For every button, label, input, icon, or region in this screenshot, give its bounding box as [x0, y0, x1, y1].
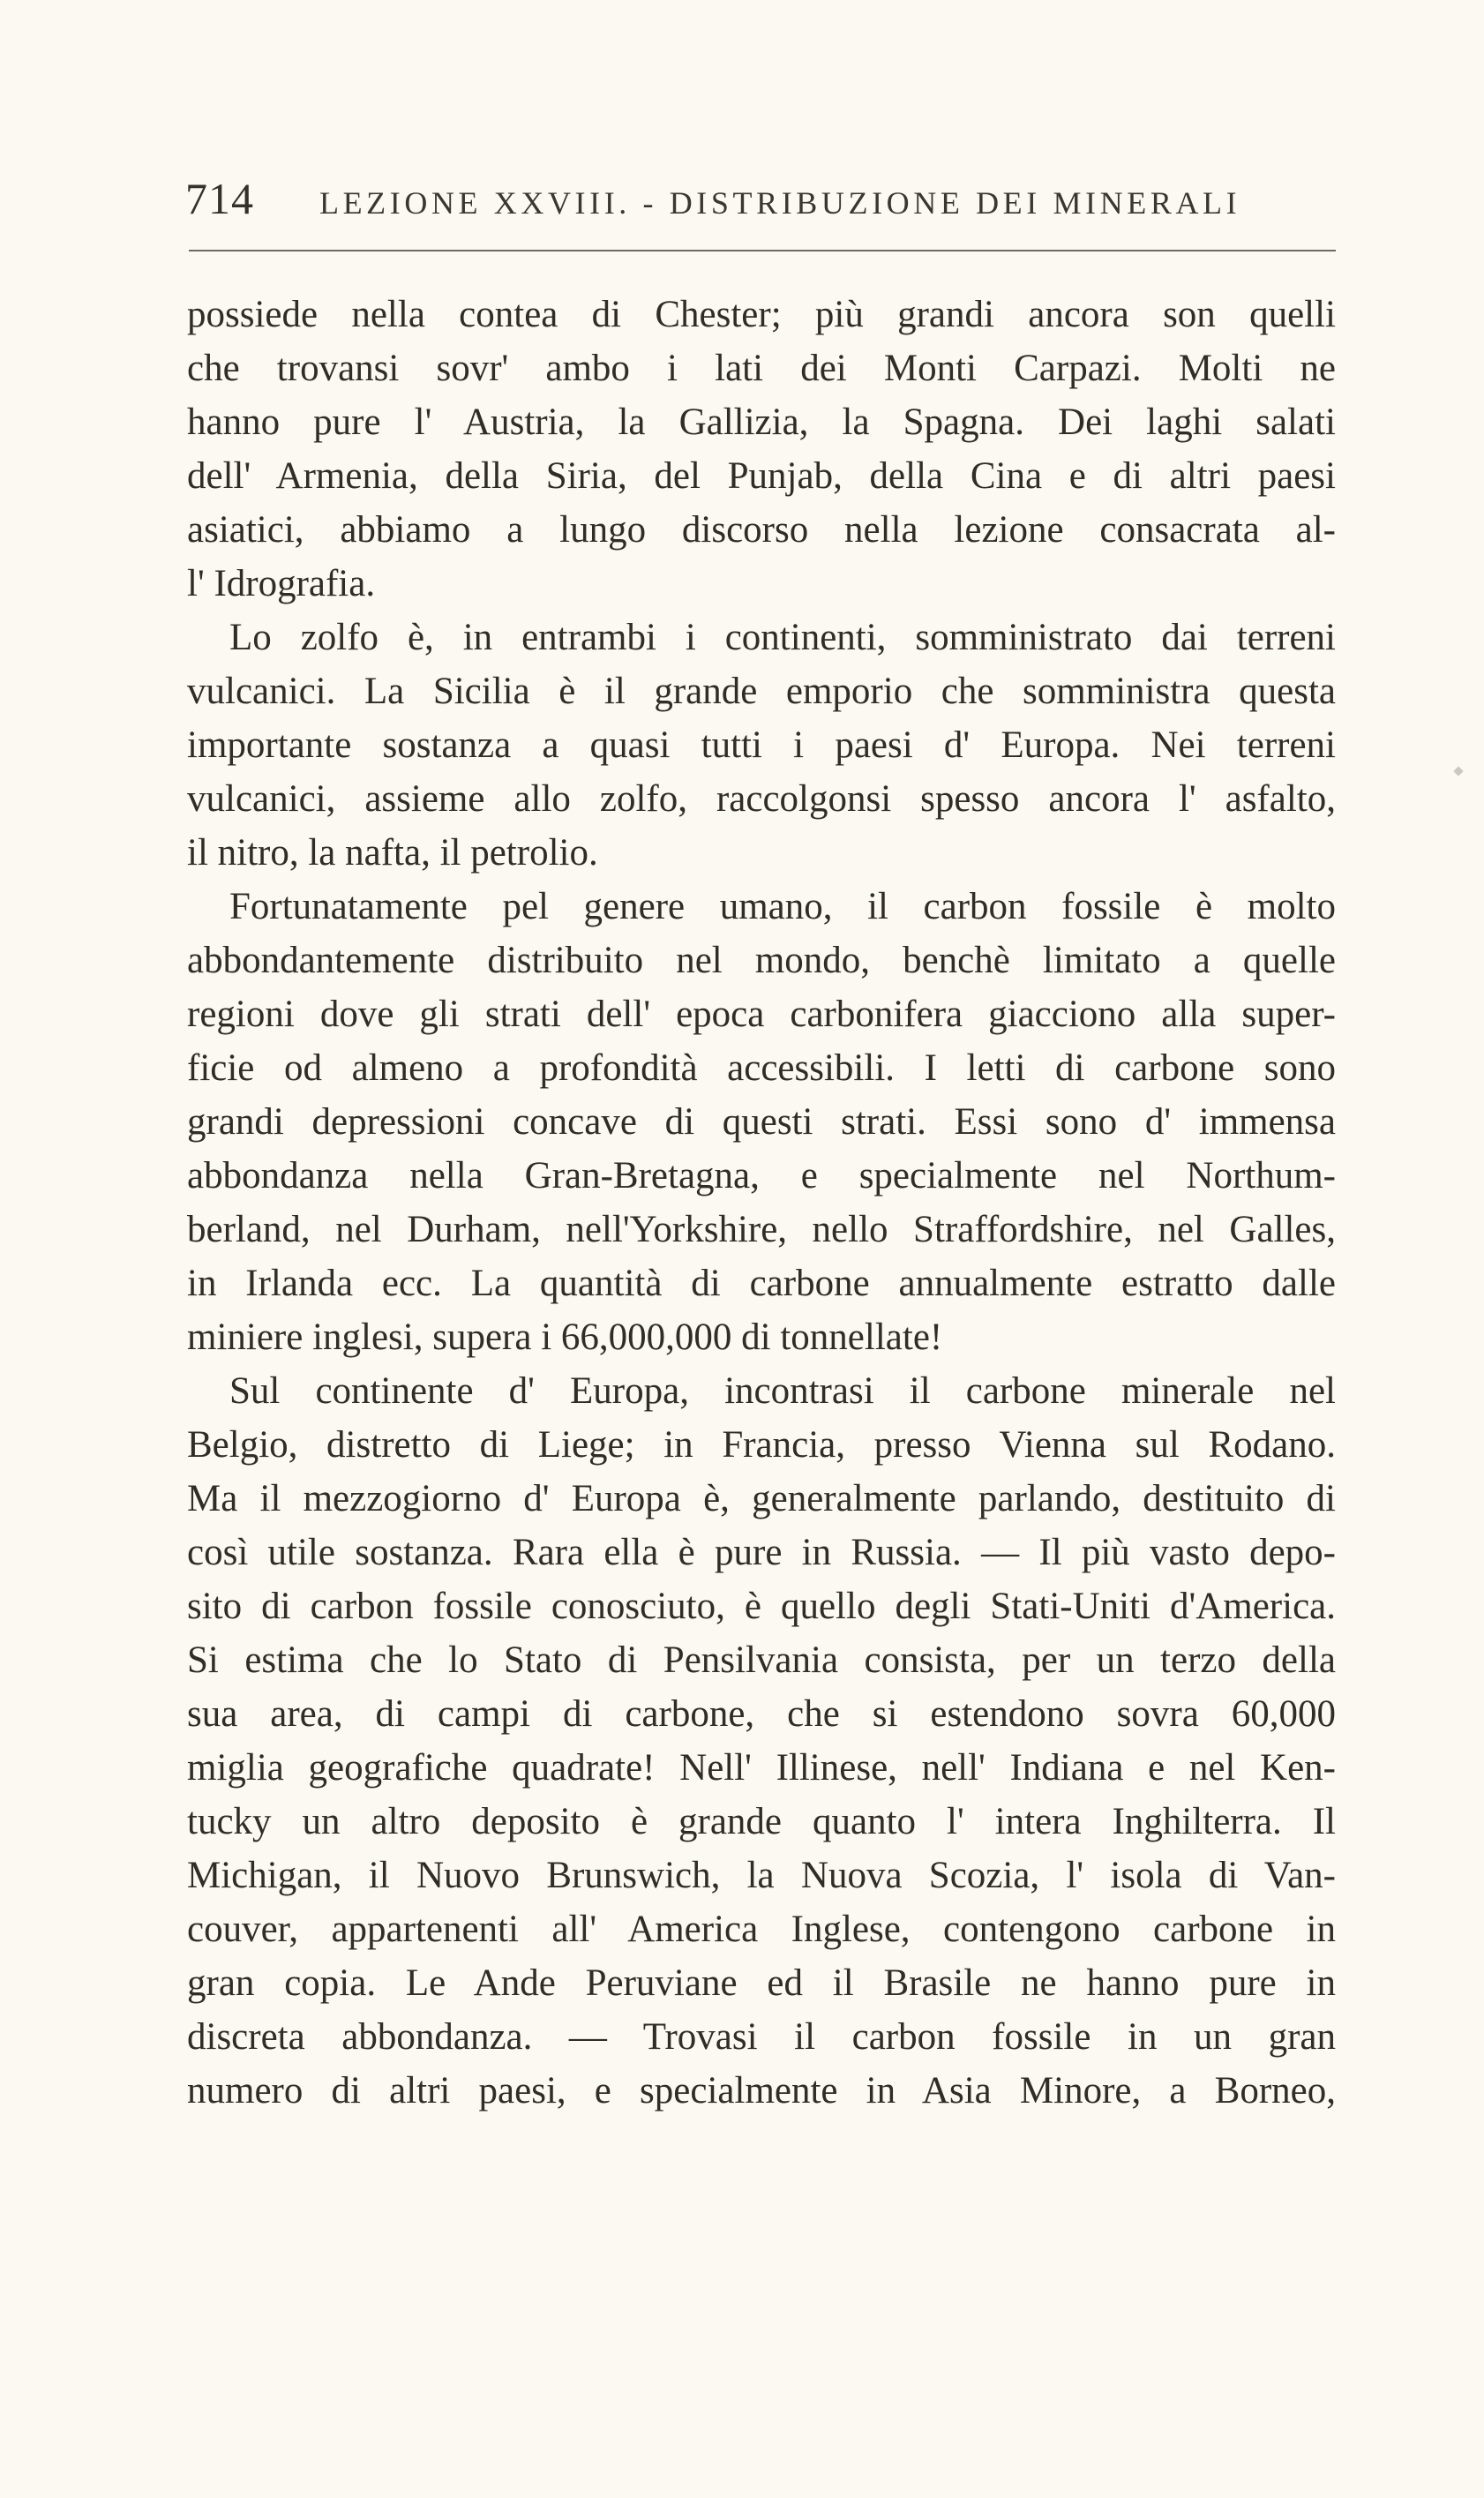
text-line: sua area, di campi di carbone, che si estendono sovra 60,000 — [187, 1693, 1336, 1735]
text-line: berland, nel Durham, nell'Yorkshire, nello Straffordshire, nel Galles, — [187, 1209, 1336, 1250]
text-line: gran copia. Le Ande Peruviane ed il Brasile ne hanno pure in — [187, 1962, 1336, 2004]
paragraph-start-line: Lo zolfo è, in entrambi i continenti, somministrato dai terreni — [229, 617, 1336, 658]
text-line: Ma il mezzogiorno d' Europa è, generalmente parlando, destituito di — [187, 1478, 1336, 1519]
text-line: il nitro, la nafta, il petrolio. — [187, 832, 598, 874]
text-line: regioni dove gli strati dell' epoca carbonifera giacciono alla super- — [187, 994, 1336, 1035]
text-line: l' Idrografia. — [187, 563, 376, 604]
text-line: asiatici, abbiamo a lungo discorso nella lezione consacrata al- — [187, 509, 1336, 551]
text-line: Si estima che lo Stato di Pensilvania consista, per un terzo della — [187, 1639, 1336, 1681]
text-line: così utile sostanza. Rara ella è pure in Russia. — Il più vasto depo- — [187, 1532, 1336, 1573]
page-number: 714 — [185, 174, 254, 223]
text-line: Belgio, distretto di Liege; in Francia, presso Vienna sul Rodano. — [187, 1424, 1336, 1466]
text-line: vulcanici. La Sicilia è il grande emporio che somministra questa — [187, 671, 1336, 712]
text-line: che trovansi sovr' ambo i lati dei Monti Carpazi. Molti ne — [187, 348, 1336, 389]
body-text — [187, 288, 1336, 2118]
paragraph-start-line: Fortunatamente pel genere umano, il carbon fossile è molto — [229, 886, 1336, 927]
running-head — [185, 173, 1332, 235]
text-line: dell' Armenia, della Siria, del Punjab, della Cina e di altri paesi — [187, 455, 1336, 497]
text-line: tucky un altro deposito è grande quanto l' intera Inghilterra. Il — [187, 1801, 1336, 1842]
text-line: abbondantemente distribuito nel mondo, benchè limitato a quelle — [187, 940, 1336, 981]
text-line: abbondanza nella Gran-Bretagna, e specialmente nel Northum- — [187, 1155, 1336, 1196]
text-line: vulcanici, assieme allo zolfo, raccolgonsi spesso ancora l' asfalto, — [187, 778, 1336, 820]
text-line: in Irlanda ecc. La quantità di carbone annualmente estratto dalle — [187, 1263, 1336, 1304]
text-line: possiede nella contea di Chester; più grandi ancora son quelli — [187, 294, 1336, 335]
text-line: couver, appartenenti all' America Inglese, contengono carbone in — [187, 1909, 1336, 1950]
text-line: ficie od almeno a profondità accessibili. I letti di carbone sono — [187, 1047, 1336, 1089]
header-rule — [189, 250, 1336, 251]
text-line: discreta abbondanza. — Trovasi il carbon fossile in un gran — [187, 2016, 1336, 2058]
text-line: numero di altri paesi, e specialmente in Asia Minore, a Borneo, — [187, 2070, 1336, 2112]
paragraph-start-line: Sul continente d' Europa, incontrasi il carbone minerale nel — [229, 1370, 1336, 1412]
text-line: hanno pure l' Austria, la Gallizia, la Spagna. Dei laghi salati — [187, 401, 1336, 443]
text-line: miglia geografiche quadrate! Nell' Illinese, nell' Indiana e nel Ken- — [187, 1747, 1336, 1789]
text-line: Michigan, il Nuovo Brunswich, la Nuova Scozia, l' isola di Van- — [187, 1855, 1336, 1896]
text-line: miniere inglesi, supera i 66,000,000 di tonnellate! — [187, 1317, 943, 1358]
text-line: importante sostanza a quasi tutti i paesi d' Europa. Nei terreni — [187, 724, 1336, 766]
paper-speck — [1453, 766, 1463, 776]
text-line: grandi depressioni concave di questi strati. Essi sono d' immensa — [187, 1101, 1336, 1143]
chapter-title: LEZIONE XXVIII. - DISTRIBUZIONE DEI MINERALI — [319, 185, 1241, 221]
text-line: sito di carbon fossile conosciuto, è quello degli Stati-Uniti d'America. — [187, 1586, 1336, 1627]
